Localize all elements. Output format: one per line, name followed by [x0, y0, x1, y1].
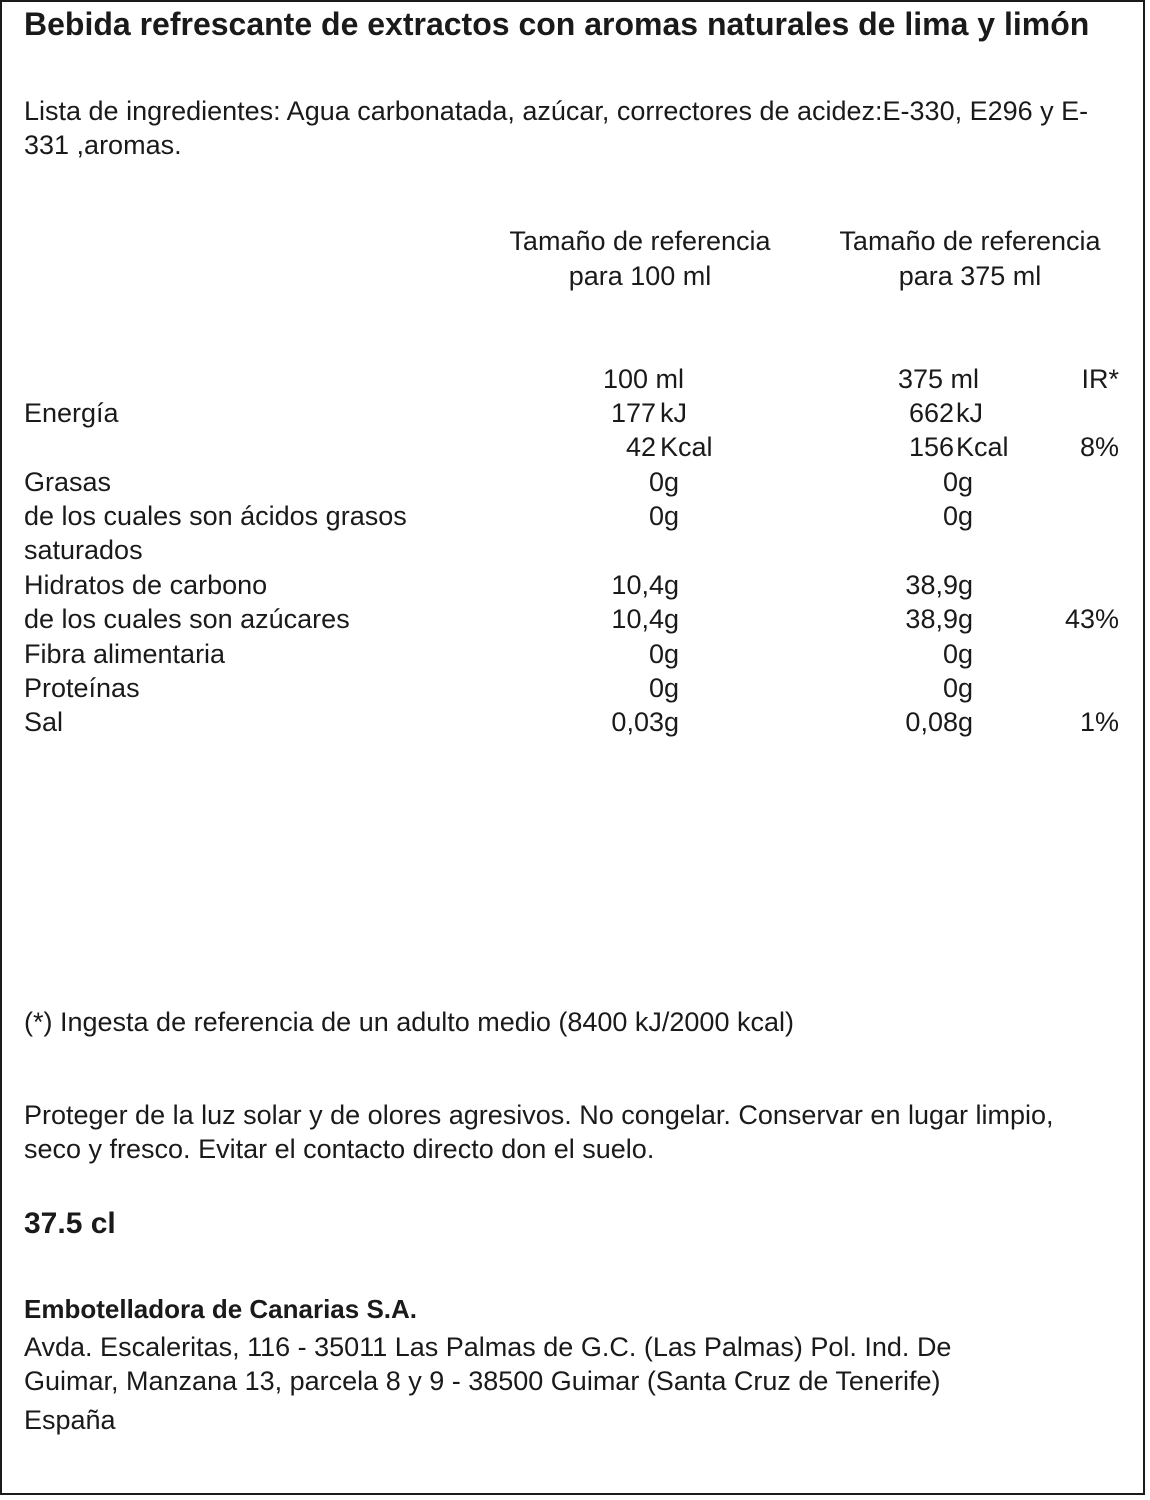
energy-kj-unit-100ml: kJ	[660, 398, 687, 428]
nutrient-value-375ml: 0g	[942, 673, 973, 703]
column-header-line2: para 375 ml	[898, 261, 1042, 291]
net-volume: 37.5 cl	[24, 1207, 116, 1240]
energy-label: Energía	[24, 398, 119, 428]
nutrient-label: Fibra alimentaria	[24, 639, 226, 669]
energy-kj-375ml: 662	[908, 398, 954, 428]
company-country: España	[24, 1405, 116, 1435]
energy-kcal-100ml: 42	[625, 432, 656, 462]
nutrient-value-375ml: 0g	[942, 639, 973, 669]
energy-kj-100ml: 177	[610, 398, 656, 428]
nutrient-row	[0, 602, 1150, 636]
nutrient-row	[0, 465, 1150, 499]
company-address-line2: Guimar, Manzana 13, parcela 8 y 9 - 38500 Guimar (Santa Cruz de Tenerife)	[24, 1366, 941, 1396]
nutrient-row	[0, 671, 1150, 705]
nutrient-row	[0, 568, 1150, 602]
nutrient-ir: 43%	[1064, 604, 1119, 634]
nutrient-value-100ml: 0g	[648, 639, 679, 669]
nutrient-label: Proteínas	[24, 673, 140, 703]
sub-header-row	[0, 362, 1150, 396]
nutrient-label: Hidratos de carbono	[24, 570, 268, 600]
nutrient-value-375ml: 0g	[942, 501, 973, 531]
sub-header-375ml: 375 ml	[897, 364, 979, 394]
nutrient-row	[0, 705, 1150, 739]
nutrient-value-100ml: 10,4g	[611, 604, 679, 634]
column-header-375ml	[820, 224, 1120, 294]
nutrient-ir: 1%	[1079, 707, 1119, 737]
nutrient-value-375ml: 0,08g	[905, 707, 973, 737]
column-header-100ml	[490, 224, 790, 294]
nutrient-value-100ml: 0g	[648, 501, 679, 531]
nutrient-label: Sal	[24, 707, 64, 737]
ir-footnote: (*) Ingesta de referencia de un adulto medio (8400 kJ/2000 kcal)	[24, 1007, 794, 1037]
nutrient-value-375ml: 38,9g	[905, 570, 973, 600]
sub-header-100ml: 100 ml	[602, 364, 684, 394]
column-header-line1: Tamaño de referencia	[509, 226, 771, 256]
ingredients-list: Lista de ingredientes: Agua carbonatada, azúcar, correctores de acidez:E-330, E296 y E-331 ,aromas.	[24, 96, 1089, 160]
energy-kcal-unit-100ml: Kcal	[660, 432, 713, 462]
nutrient-label: Grasas	[24, 467, 112, 497]
energy-kcal-375ml: 156	[908, 432, 954, 462]
energy-kj-row	[0, 396, 1150, 430]
nutrient-row	[0, 499, 1150, 533]
nutrient-label: saturados	[24, 535, 143, 565]
nutrient-label: de los cuales son azúcares	[24, 604, 350, 634]
nutrient-row	[0, 533, 1150, 567]
column-header-line2: para 100 ml	[568, 261, 712, 291]
energy-ir: 8%	[1079, 432, 1119, 462]
nutrient-value-100ml: 10,4g	[611, 570, 679, 600]
energy-kj-unit-375ml: kJ	[956, 398, 983, 428]
nutrient-value-375ml: 0g	[942, 467, 973, 497]
product-title: Bebida refrescante de extractos con aromas naturales de lima y limón	[24, 6, 1090, 42]
nutrient-label: de los cuales son ácidos grasos	[24, 501, 407, 531]
column-header-line1: Tamaño de referencia	[839, 226, 1101, 256]
storage-instructions: Proteger de la luz solar y de olores agresivos. No congelar. Conservar en lugar limpio, seco y fresco. Evitar el contacto directo don el suelo.	[24, 1100, 1054, 1164]
nutrient-row	[0, 637, 1150, 671]
company-address-line1: Avda. Escaleritas, 116 - 35011 Las Palmas de G.C. (Las Palmas) Pol. Ind. De	[24, 1332, 952, 1362]
nutrient-value-375ml: 38,9g	[905, 604, 973, 634]
nutrient-value-100ml: 0g	[648, 673, 679, 703]
energy-kcal-row	[0, 430, 1150, 464]
nutrient-value-100ml: 0g	[648, 467, 679, 497]
energy-kcal-unit-375ml: Kcal	[956, 432, 1009, 462]
company-name: Embotelladora de Canarias S.A.	[24, 1294, 418, 1324]
nutrient-value-100ml: 0,03g	[611, 707, 679, 737]
sub-header-ir: IR*	[1081, 364, 1119, 394]
